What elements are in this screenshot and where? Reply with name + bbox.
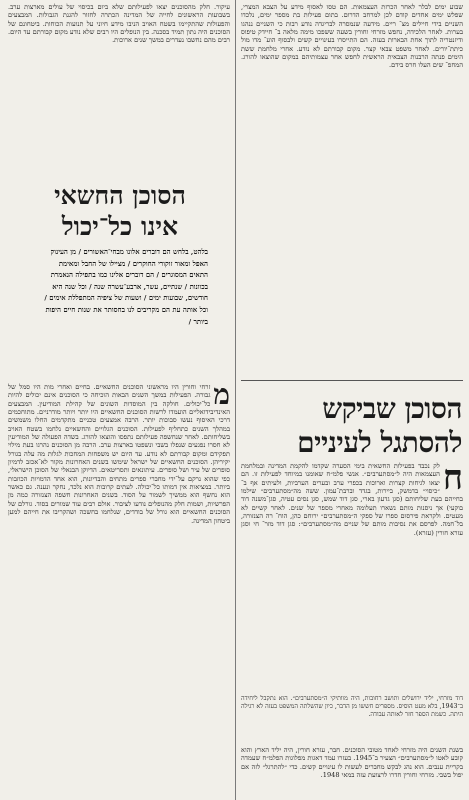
left-headline-line-2: אינו כל־יכול	[61, 212, 179, 241]
right-bottom-text	[241, 746, 463, 798]
right-article-body	[241, 462, 463, 692]
left-top-article-text	[8, 3, 230, 163]
right-headline-line-2: להסתגל לעיניים	[297, 426, 462, 459]
pull-quote-text: בלהט, בלחש הם דוברים אלונו מבחי־האשורים / מן העינוק האפל ומאור זוקורי החוקרים / מציילו של החבל ומאימת התאים המסוגרים / הם דוברים אלינו כמו בתפילה הנאמרת בכוונות / שנתיים, עשר, ארבע־עשרה שנה / וכל שנה היא חודשים, שבועות ימים / ושעות של ציפיה המתפללת אימים / וכל אותה עת הם מקריבים לנו בחסותר את שנות חיים היפות ביותר /	[44, 248, 208, 326]
left-headline-line-1: הסוכן החשאי	[54, 181, 186, 210]
right-drop-cap: ח	[442, 462, 463, 498]
left-top-paragraph: עיקור. חלק מהסוכנים יצאו לפעילותם שלא ביום בכיסוי של עולים מארצות ערב. בשבועות הראשונים לחייה של המדינה הכתרה לחזור להגנת הגבולות. המבצעים והפעולות שהתקיימו בשטח האויב הניבו מידע חיוני על תנועות הכוחות. ביטחונם של הסוכנים היה נתון תמיד בסכנה. בין הנופלים היו רבים שלא נודע מקום קבורתם עד היום. רבים מהם נחשבו נעדרים במשך שנים ארוכות.	[8, 3, 230, 45]
right-body-paragraph: לק נכבד בפעילות החשאית בימי הסערה שקדמו להקמת המדינה ובמלחמת העצמאות היה ל״מסתערבים״. אנשי פלמ״ח שאומנו במיוחד לפעילות זו. הם יצאו לגיחות קצרות וארוכות בכפרי ערב ובערים הערביות, ולעיתים אף ב־ ״כיסוי״ בדמשק, ביירות, בגדד וברבת־עמון. ששה מה״מסתערבים״ שילמו בחייהם בעת שליחותם (סגן גדעון בארי, סגן דוד שמש, סגן נסים עטיה, סגן־משנה דוד בוקעי) אך ניסנות מותם נשארו תעלומה מאחרי מספר של שנים. לאחר קשיים לא מעטים. ולקראת פירסום ספרו של ספקי ה״מסתערבים״ ירוחם כהן, הוח־ רה הצנזורה, בל־חמה. לפרסם את נסיבות מותם של שניים מה״מסתערבים״: סגן דוד מזר־ חי וסגן עזרא חורין (עזרא).	[241, 462, 463, 537]
right-credits-paragraph: דוד מזרחי, יליד ירושלים ותושב רחובות, היה מוותיקי ה״מסתערבים״. הוא נתקבל ליחידה ב־1943, בלא מעט הוסיס. מספרים חששו מן הדבר, כיון שהשלתה המשפט בעזה לא רגילה היתה. כשמת הספר חזר לאותה עבודה.	[241, 695, 463, 719]
left-body-paragraph: זרחי וחורין היו מראשוני הסוכנים החשאיים. בחיים ואחרי מות היו סמל של גבורה. הפעילות במשך השנים הבאות הוכיחה כי הסוכנים אינם יכולים להיות כל־יכולים. חולקה בין המוסדות השונים של קהילת המודיעין. המבצעים האינדיבידואליים הועמדו לרשות הסוכנים החשאיים היו יותר ויותר מודרניים. מתוחכמים דרכי האיסוף נעשו סבוכות יותר. הרבה אמצעים טכניים מתקדמים החלו משמשים במהלך השנים כתחליף לפעילות. הסוכנים הגלויים והחשאיים נלחמו בשטח האויב בשליחותם. לאחר שנחשפה פעילותם נתפסו והוצאו להורג. בשדה הפעולה של המודיעין לא חסרו נפגעים שנפלו בשבי ונשפטו בארצות ערב. הרבה מן הסוכנים נהרגו בעת מילוי תפקידם ומקום קבורתם לא נודע. עד היום יש משפחות המחכות לגלות מה עלה בגורל יקיריהן. הסוכנים החשאיים של ישראל שימשו בשנים האחרונות מקור לא־אכזב לדמיון סופרים של עיר ושל סופרים. עיתונאים ותסריטאים. הדיוקן הבנאלי של הסוכן הישראלי, כפי שהוא נרקם על־ידי מחברי ספרים מתחים והבדיונות, הוא אחד הדמויות הכוזבות ביותר. במציאות אין דמותו כל־יכולה. לעתים קרובות הוא נלכד, נחקר ונענה. גם כאשר הוא נחשף הוא ממשיך לשמור על הסוד. בשנים האחרונות חשפה הצנזורה כמה מן הפרשיות, ושמות חלק מהנופלים נודעו לציבור. אולם רבים עוד שמורים בסוד. גורלם של הסוכנים החשאיים הוא גורל של בודדים, שנלחמו בחשכה ושהקריבו את חייהם למען ביטחון המדינה.	[8, 383, 230, 525]
left-headline	[20, 180, 220, 242]
left-pull-quote	[40, 247, 208, 387]
right-headline	[244, 392, 462, 460]
column-divider	[235, 0, 236, 800]
right-top-paragraph: שבוע ימים לבלר לאחר הכרזת העצמאות. הם טסו לאסוף מידע על הצבא המצרי, שפלש ימים אחדים קודם לכן למרחב הדרום. בתום פעילות בת מספר ימים, נלכדו השניים בידי חיילים מצ־ ריים. מידעה שנמסרה לבריגדה נודע רבות כי השניים ננהגו בערות. לאחר הלכידה, נחפש מזרחי וחורין בשעה ששפכו מימה מלאה ב־ חיידק טיפוס ודיזנטריה לתוך אחת הבארות בעזה. הם התייסרו בעינויים קשים ולבסוף הוע־ מדו מול כיתת־יורים. לאחר משפט צבאי קצר. מקום קבורתם לא נודע. אחרי מלחמת ששת הימים פנתה הרבנות הצבאית הראשית לחפש אחר עצמותיהם במקום שהוצאו להורג. המחפ־ שים העלו חרס בידם.	[241, 3, 463, 70]
section-divider-right	[241, 380, 463, 381]
left-drop-cap: מ	[213, 383, 230, 411]
right-top-article-text	[241, 3, 463, 378]
right-credits-block	[241, 695, 463, 745]
left-article-body	[8, 383, 230, 798]
right-bottom-paragraph: בשנת השנים היה מזרחי לאחד מטובי הסוכנים. חבר, עזרא חורין, היה יליד הארץ והוא קובע לאטו ל״מסתערבים״ הצעיר ב־1945. בעזרו עמד דאגות מפלוגות הפלמ״ח שעמדה בקריית ענבים. הוא נהג לבקש מחברים לעשות לו עינויים קשים. כדי ״להתרגל״ לזה אם יפול בשבי. מזרחי וחורין חדרו לרצועת עזה במאי 1948.	[241, 746, 463, 780]
right-headline-line-1: הסוכן שביקש	[322, 392, 462, 425]
